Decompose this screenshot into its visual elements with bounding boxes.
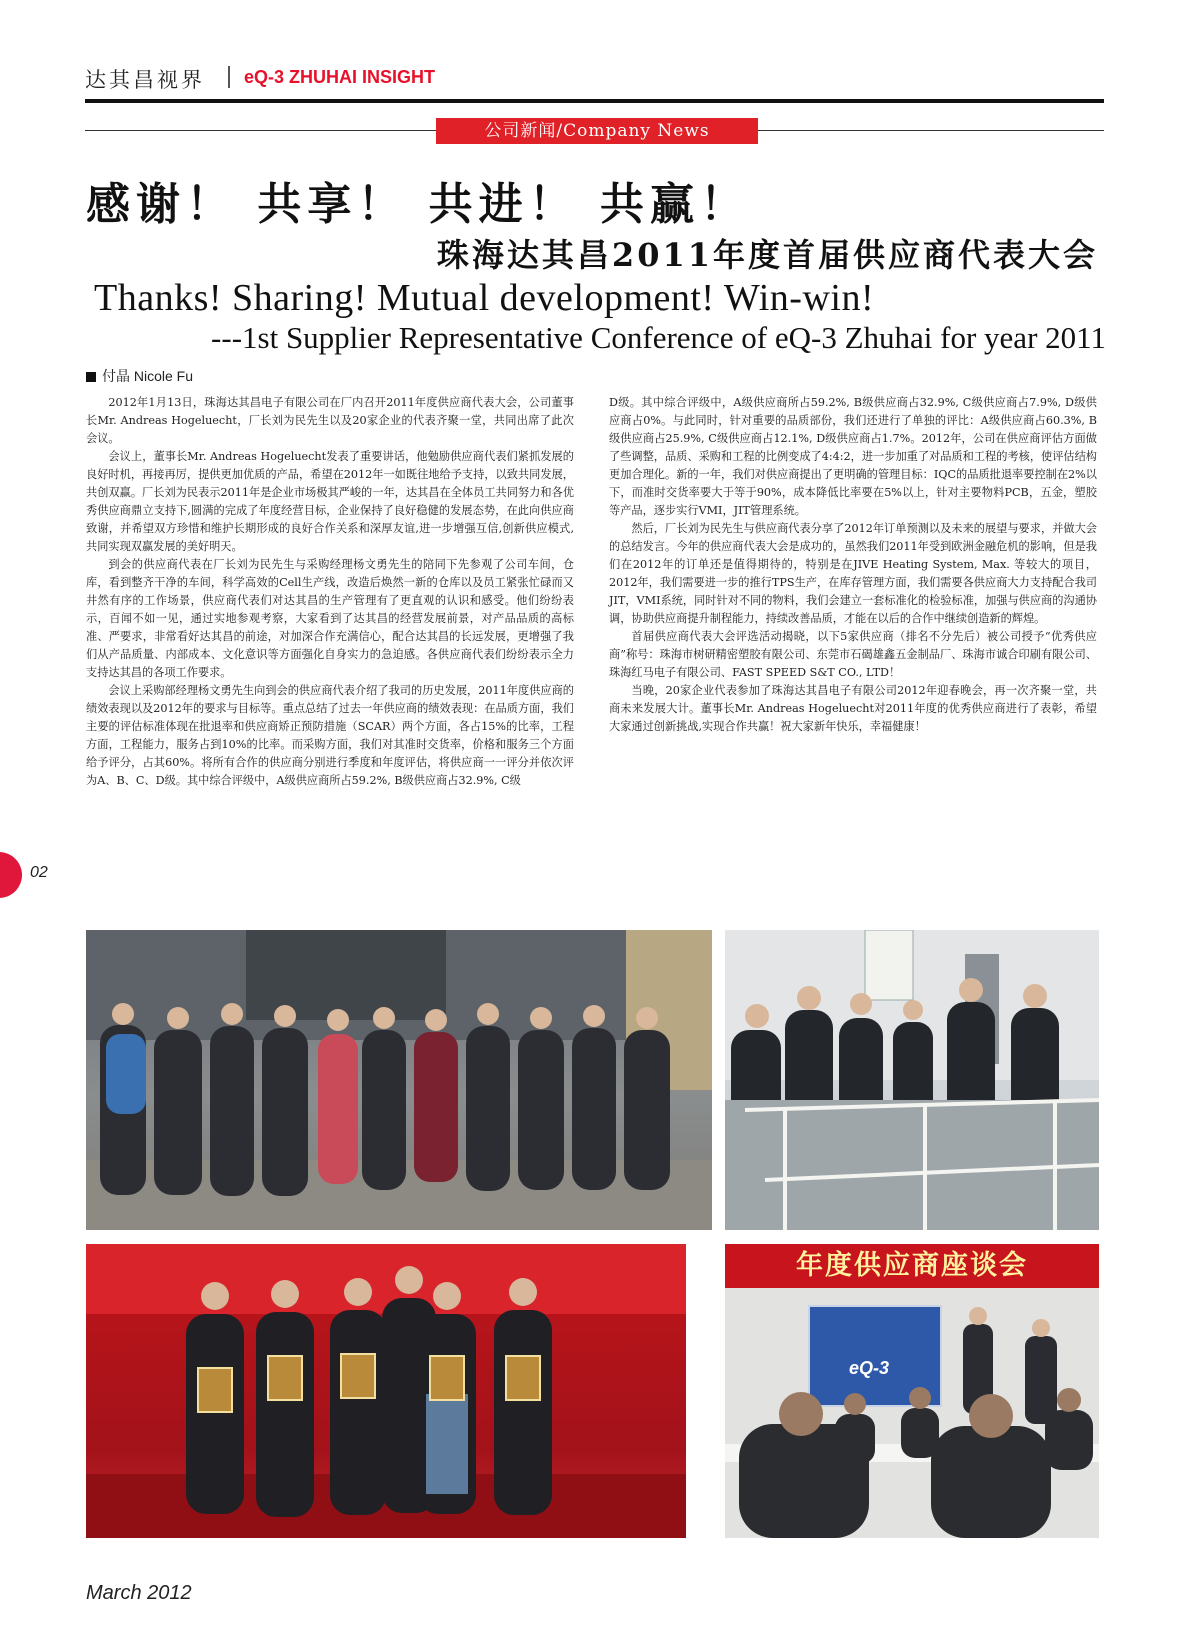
- paragraph: D级。其中综合评级中，A级供应商所占59.2%, B级供应商占32.9%, C级供应商占7.9%, D级供应商占0%。与此同时，针对重要的品质部份，我们还进行了单独的评比：A级供应商占60.3%, B级供应商占25.9%, C级供应商占12.1%, D级供应商占1.7%。2012年，公司在供应商评估方面做了些调整，品质、采购和工程的比例变成了4:4:2，进一步加重了对品质和工程的考核，使评估结构更加合理化。新的一年，我们对供应商提出了更明确的管理目标：IQC的品质批退率要控制在2%以下，而准时交货率要大于等于90%，成本降低比率要在5%以上，针对主要物料PCB，五金，塑胶等产品，逐步实行VMI，JIT管理系统。: [609, 396, 1097, 517]
- byline: [86, 366, 193, 386]
- right-column: [609, 394, 1097, 736]
- subtitle-chinese: 珠海达其昌2011年度首届供应商代表大会: [436, 236, 1098, 274]
- author: 付晶 Nicole Fu: [102, 368, 194, 384]
- subtitle-english: ---1st Supplier Representative Conference of eQ-3 Zhuhai for year 2011: [211, 320, 1106, 355]
- meeting-banner: 年度供应商座谈会: [725, 1244, 1099, 1288]
- section-label: 公司新闻/Company News: [436, 118, 758, 144]
- title-english: Thanks! Sharing! Mutual development! Win-win!: [94, 277, 875, 319]
- masthead-english: eQ-3 ZHUHAI INSIGHT: [244, 67, 436, 87]
- masthead-chinese: 达其昌视界: [85, 68, 205, 92]
- page-number: 02: [30, 864, 48, 881]
- award-ceremony-photo: [86, 1244, 686, 1538]
- paragraph: 首届供应商代表大会评选活动揭晓，以下5家供应商（排名不分先后）被公司授予“优秀供应商”称号：珠海市树研精密塑胶有限公司、东莞市石碣雄鑫五金制品厂、珠海市诚合印刷有限公司、珠海红马电子有限公司、FAST SPEED S&T CO., LTD！: [609, 630, 1097, 679]
- screen-logo: eQ-3: [849, 1358, 890, 1378]
- paragraph: 会议上采购部经理杨文勇先生向到会的供应商代表介绍了我司的历史发展，2011年度供应商的绩效表现以及2012年的要求与目标等。重点总结了过去一年供应商的绩效表现：在品质方面，我们主要的评估标准体现在批退率和供应商矫正预防措施（SCAR）两个方面，各占15%的比率，工程方面，工程能力，服务占到10%的比率。而采购方面，我们对其准时交货率，价格和服务三个方面给予评分，占其60%。将所有合作的供应商分别进行季度和年度评估，将供应商一一评分并依次评为A、B、C、D级。其中综合评级中，A级供应商所占59.2%, B级供应商占32.9%, C级: [86, 684, 574, 787]
- paragraph: 会议上，董事长Mr. Andreas Hogeluecht发表了重要讲话，他勉励供应商代表们紧抓发展的良好时机，再接再厉，提供更加优质的产品，希望在2012年一如既往地给予支持，以致共同发展，共创双赢。厂长刘为民表示2011年是企业市场极其严峻的一年，达其昌在全体员工共同努力和各优秀供应商鼎立支持下,圆满的完成了年度经营目标，企业保持了良好稳健的发展态势，在此向供应商致谢，并希望双方珍惜和维护长期形成的良好合作关系和深厚友谊,进一步增强互信,创新供应模式,共同实现双赢发展的美好明天。: [86, 450, 574, 553]
- workshop-tour-photo: [725, 930, 1099, 1230]
- paragraph: 当晚，20家企业代表参加了珠海达其昌电子有限公司2012年迎春晚会，再一次齐聚一堂，共商未来发展大计。董事长Mr. Andreas Hogeluecht对2011年度的优秀供应商进行了表彰，希望大家通过创新挑战,实现合作共赢！祝大家新年快乐，幸福健康！: [609, 684, 1097, 733]
- issue-date: March 2012: [86, 1582, 192, 1604]
- paragraph: 到会的供应商代表在厂长刘为民先生与采购经理杨文勇先生的陪同下先参观了公司车间，仓库，看到整齐干净的车间，科学高效的Cell生产线，改造后焕然一新的仓库以及员工紧张忙碌而又井然有序的工作场景，供应商代表们对达其昌的生产管理有了更直观的认识和感受。他们纷纷表示，百闻不如一见，通过实地参观考察，大家看到了达其昌的经营发展前景，对产品品质的高标准、严要求，非常看好达其昌的前途，对加深合作充满信心，配合达其昌的长远发展，更增强了我们从产品质量、内部成本、文化意识等方面强化自身实力的急迫感。各供应商代表们纷纷表示全力支持达其昌的各项工作要求。: [86, 558, 574, 679]
- title-chinese: 感谢！ 共享！ 共进！ 共赢！: [86, 179, 750, 230]
- paragraph: 2012年1月13日，珠海达其昌电子有限公司在厂内召开2011年度供应商代表大会，公司董事长Mr. Andreas Hogeluecht，厂长刘为民先生以及20家企业的代表齐聚一堂，共同出席了此次会议。: [86, 396, 574, 445]
- left-column: [86, 394, 574, 790]
- bullet-square-icon: [86, 372, 96, 382]
- page-marker: [0, 852, 22, 898]
- header-rule: [85, 99, 1104, 103]
- paragraph: 然后，厂长刘为民先生与供应商代表分享了2012年订单预测以及未来的展望与要求，并做大会的总结发言。今年的供应商代表大会是成功的，虽然我们2011年受到欧洲金融危机的影响，但是我们在2012年的订单还是值得期待的，特别是在JIVE Heating System, Max. 等较大的项目，2012年，我们需要进一步的推行TPS生产，在库存管理方面，我们需要各供应商大力支持配合我司JIT，VMI系统，同时针对不同的物料，我们会建立一套标准化的检验标准，加强与供应商的沟通协调，协助供应商提升制程能力，持续改善品质，才能在以后的合作中继续创造新的辉煌。: [609, 522, 1097, 625]
- masthead-separator: [228, 66, 230, 88]
- supplier-meeting-photo: [725, 1244, 1099, 1538]
- group-photo: [86, 930, 712, 1230]
